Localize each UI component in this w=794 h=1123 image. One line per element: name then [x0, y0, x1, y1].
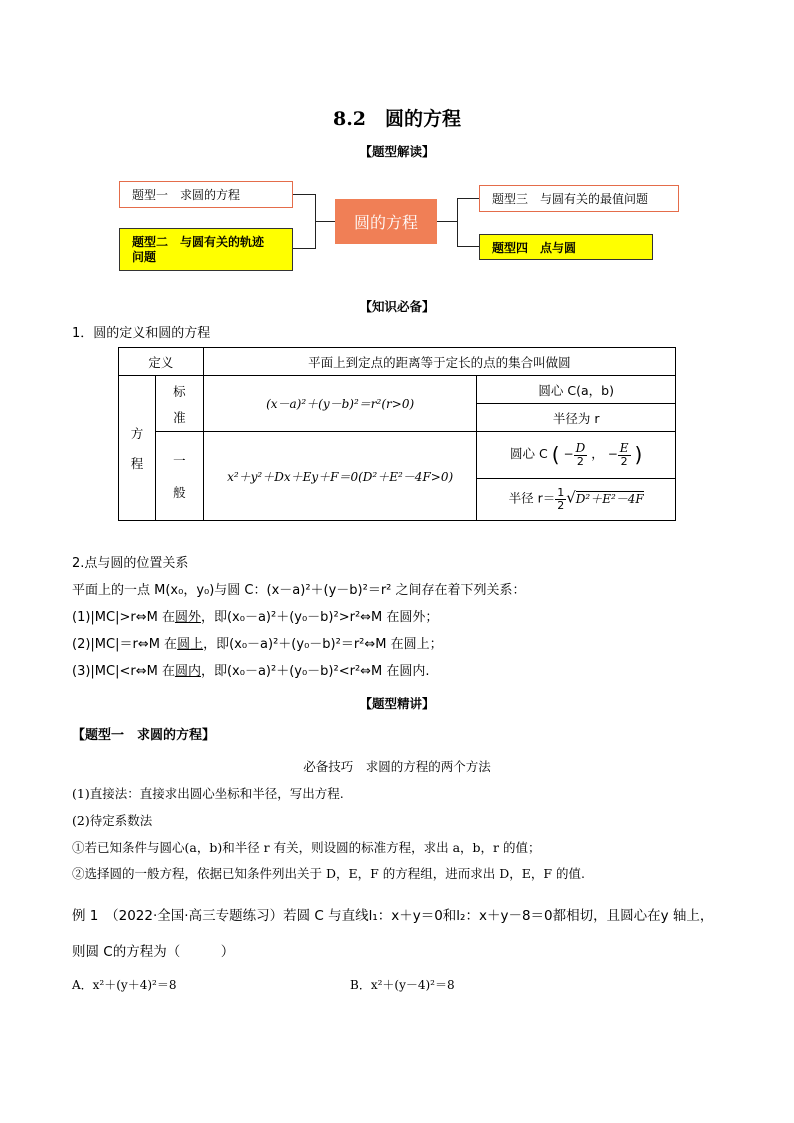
- equation-label-cell: [119, 376, 156, 521]
- section-heading-tixing: 【题型解读】: [359, 144, 435, 159]
- equation-label-1: 方: [130, 426, 144, 441]
- skill-direct-method: (1)直接法：直接求出圆心坐标和半径，写出方程.: [72, 786, 344, 801]
- radius-sqrt-expression: D²＋E²－4F: [575, 492, 644, 506]
- center-topic: 圆的方程: [335, 199, 437, 244]
- definition-table: [118, 347, 676, 521]
- topic-one-box: [119, 181, 293, 208]
- relation-on: (2)|MC|＝r⇔M 在圆上，即(x₀－a)²＋(y₀－b)²＝r²⇔M 在圆上；: [72, 637, 443, 652]
- general-center: 圆心 C ( − $\frac{D}{2}$ ， − $\frac{E}{2}$ ): [477, 432, 676, 479]
- topic-four-box: [479, 234, 653, 260]
- def-label-cell: 定义: [119, 348, 204, 376]
- relation-outside: (1)|MC|>r⇔M 在圆外，即(x₀－a)²＋(y₀－b)²>r²⇔M 在圆外；: [72, 610, 439, 625]
- general-equation: x²＋y²＋Dx＋Ey＋F＝0(D²＋E²－4F>0): [203, 432, 476, 521]
- general-label-1: 一: [173, 453, 186, 468]
- skill-title: 必备技巧 求圆的方程的两个方法: [303, 759, 491, 774]
- general-label-2: 般: [173, 485, 186, 500]
- general-radius-prefix: 半径 r＝: [508, 491, 556, 506]
- section-heading-jingjiang: 【题型精讲】: [359, 696, 435, 711]
- equation-label-2: 程: [130, 456, 144, 471]
- page-title: 8.2 圆的方程: [332, 108, 462, 130]
- fraction-d: $\frac{D}{2}$: [575, 441, 586, 469]
- section-heading-zhishi: 【知识必备】: [359, 299, 435, 314]
- heading-circle-definition: 1．圆的定义和圆的方程: [72, 326, 211, 341]
- fraction-half: $\frac{1}{2}$: [557, 486, 565, 512]
- option-a[interactable]: A．x²＋(y＋4)²＝8: [72, 978, 177, 992]
- topic-three-label: 题型三 与圆有关的最值问题: [492, 192, 649, 206]
- def-text-cell: 平面上到定点的距离等于定长的点的集合叫做圆: [203, 348, 675, 376]
- example-one-line1: 例 1 （2022·全国·高三专题练习）若圆 C 与直线l₁：x＋y＝0和l₂：x＋y－8＝0都相切，且圆心在y 轴上，: [72, 908, 714, 924]
- example-one-line2: 则圆 C的方程为（ ）: [72, 944, 235, 960]
- standard-equation: (x－a)²＋(y－b)²＝r²(r>0): [203, 376, 476, 432]
- connector-line: [457, 246, 479, 247]
- connector-line: [457, 198, 479, 199]
- skill-general-form: ②选择圆的一般方程，依据已知条件列出关于 D，E，F 的方程组，进而求出 D，E，F 的值.: [72, 866, 586, 881]
- topic-two-label-line1: 题型二 与圆有关的轨迹: [132, 234, 265, 249]
- standard-label-cell: [155, 376, 203, 432]
- connector-line: [457, 198, 458, 247]
- skill-standard-form: ①若已知条件与圆心(a，b)和半径 r 有关，则设圆的标准方程，求出 a，b，r 的值；: [72, 840, 541, 855]
- topic-one-label: 题型一 求圆的方程: [132, 188, 241, 202]
- connector-line: [315, 221, 335, 222]
- general-radius: 半径 r＝ $\frac{1}{2}$ √D²＋E²－4F: [477, 479, 676, 521]
- standard-label-1: 标: [173, 383, 186, 399]
- heading-point-circle: 2.点与圆的位置关系: [72, 556, 189, 571]
- topic-two-label-line2: 问题: [132, 249, 157, 264]
- topic-two-box: [119, 228, 293, 271]
- option-b[interactable]: B．x²＋(y－4)²＝8: [350, 978, 455, 992]
- general-label-cell: [155, 432, 203, 521]
- connector-line: [437, 221, 457, 222]
- standard-center: 圆心 C(a，b): [477, 376, 676, 404]
- connector-line: [293, 194, 315, 195]
- fraction-e: $\frac{E}{2}$: [619, 441, 629, 469]
- topic-three-box: [479, 185, 679, 212]
- topic-four-label: 题型四 点与圆: [492, 240, 577, 255]
- general-center-prefix: 圆心 C: [510, 446, 548, 462]
- skill-undetermined-coefficients: (2)待定系数法: [72, 813, 153, 828]
- point-circle-intro: 平面上的一点 M(x₀，y₀)与圆 C：(x－a)²＋(y－b)²＝r² 之间存在着下列关系：: [72, 583, 526, 598]
- connector-line: [293, 248, 315, 249]
- standard-radius: 半径为 r: [477, 404, 676, 432]
- relation-inside: (3)|MC|<r⇔M 在圆内，即(x₀－a)²＋(y₀－b)²<r²⇔M 在圆内.: [72, 664, 430, 679]
- standard-label-2: 准: [173, 409, 186, 425]
- tixing-one-heading: 【题型一 求圆的方程】: [72, 728, 216, 743]
